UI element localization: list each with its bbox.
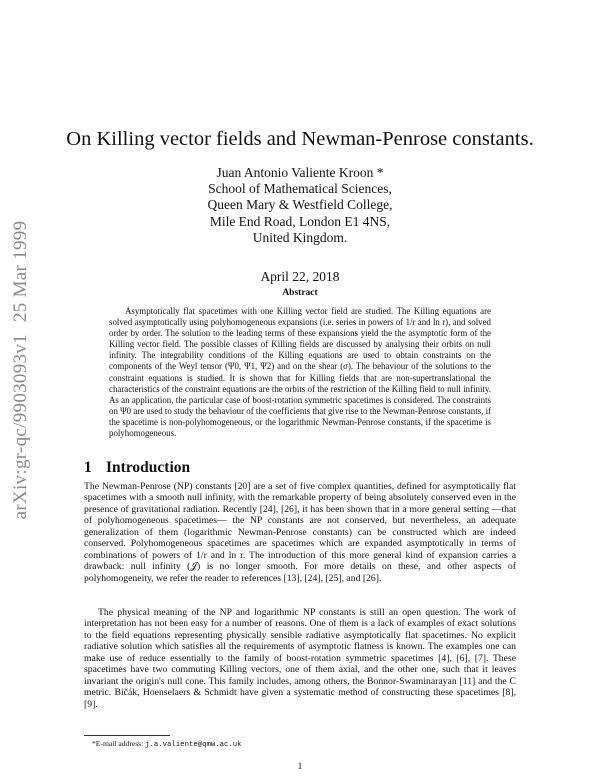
- arxiv-stamp: [10, 221, 32, 520]
- footnote-rule: [84, 735, 170, 736]
- author-name: Juan Antonio Valiente Kroon *: [216, 165, 384, 180]
- footnote-email: j.a.valiente@qmw.ac.uk: [145, 741, 242, 749]
- affiliation-line: Mile End Road, London E1 4NS,: [209, 213, 391, 229]
- footnote-label: *E-mail address:: [92, 739, 146, 748]
- paper-date: April 22, 2018: [260, 269, 340, 284]
- author-block: [0, 165, 600, 246]
- page-number: 1: [297, 762, 303, 772]
- footnote: [92, 739, 242, 749]
- section-title: Introduction: [106, 459, 191, 476]
- abstract-text: Asymptotically flat spacetimes with one Killing vector field are studied. The Killing equations are solved asymptotically using polyhomogeneous expansions (i.e. series in powers of 1/r and ln r), and solved order by order. The solution to the leading terms of these expansions yield the the asymptotic form of the Killing vector field. The possible classes of Killing fields are discussed by analysing their orbits on null infinity. The integrability conditions of the Killing equations are used to obtain constraints on the components of the Weyl tensor (Ψ0, Ψ1, Ψ2) and on the shear (σ). The behaviour of the solutions to the constraint equations is studied. It is shown that for Killing fields that are non-supertranslational the characteristics of the constraint equations are the orbits of the restriction of the Killing field to null infinity. As an application, the particular case of boost-rotation symmetric spacetimes is considered. The constraints on Ψ0 are used to study the behaviour of the coefficients that give rise to the Newman-Penrose constants, if the spacetime is non-polyhomogeneous, or the logarithmic Newman-Penrose constants, if the spacetime is polyhomogeneous.: [109, 306, 491, 439]
- affiliation-line: United Kingdom.: [252, 229, 348, 245]
- section-heading: [84, 459, 190, 477]
- section-number: 1: [84, 459, 92, 476]
- arxiv-id: arXiv:gr-qc/9903093v1: [10, 334, 31, 520]
- arxiv-sidebar: [6, 210, 36, 530]
- affiliation-line: Queen Mary & Westfield College,: [207, 197, 393, 213]
- body-paragraph: The physical meaning of the NP and logarithmic NP constants is still an open question. The work of interpretation has not been easy for a number of reasons. One of them is a lack of examples of exact solutions to the field equations representing physically sensible radiative asymptotically flat spacetimes. No explicit radiative solution which satisfies all the requirements of asymptotic flatness is known. The examples one can make use of reduce essentially to the family of boost-rotation symmetric spacetimes [4], [6], [7]. These spacetimes have two commuting Killing vectors, one of them axial, and the other one, such that it leaves invariant the origin's null cone. This family includes, among others, the Bonnor-Swaminarayan [11] and the C metric. Bičák, Hoenselaers & Schmidt have given a systematic method of constructing these spacetimes [8], [9].: [84, 607, 516, 710]
- arxiv-date: 25 Mar 1999: [10, 220, 31, 323]
- affiliation-line: School of Mathematical Sciences,: [208, 181, 392, 197]
- paper-title: On Killing vector fields and Newman-Penrose constants.: [66, 128, 534, 150]
- abstract-heading: Abstract: [282, 288, 318, 298]
- body-paragraph: The Newman-Penrose (NP) constants [20] are a set of five complex quantities, defined for asymptotically flat spacetimes with a smooth null infinity, with the remarkable property of being absolutely conserved even in the presence of gravitational radiation. Recently [24], [26], it has been shown that in a more general setting —that of polyhomogeneous spacetimes— the NP constants are not conserved, but nevertheless, an adequate generalization of them (logarithmic Newman-Penrose constants) can be constructed which are indeed conserved. Polyhomogeneous spacetimes are spacetimes which are expanded asymptotically in terms of combinations of powers of 1/r and ln r. The introduction of this more general kind of expansion carries a drawback: null infinity (𝒥) is no longer smooth. For more details on these, and other aspects of polyhomogeneity, we refer the reader to references [13], [24], [25], and [26].: [84, 481, 516, 584]
